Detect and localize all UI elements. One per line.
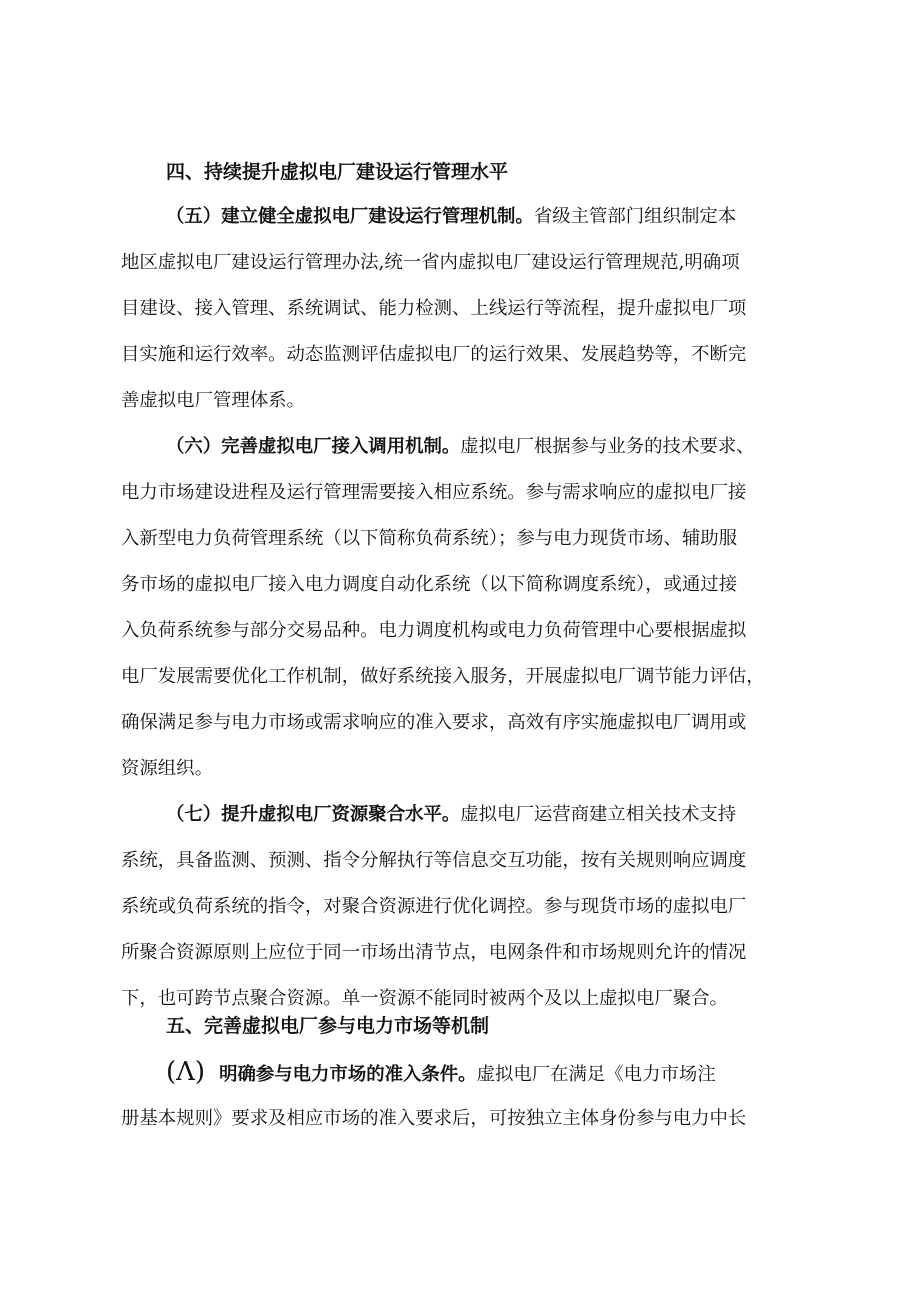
paragraph-7-line-3: 系统或负荷系统的指令，对聚合资源进行优化调控。参与现货市场的虚拟电厂 [121, 896, 747, 917]
paragraph-7-line-5: 下，也可跨节点聚合资源。单一资源不能同时被两个及以上虚拟电厂聚合。 [121, 988, 728, 1009]
paragraph-6-line-1 [166, 433, 755, 461]
paragraph-8-text: 虚拟电厂在满足《电力市场注 [476, 1064, 716, 1085]
section-heading-4: 四、持续提升虚拟电厂建设运行管理水平 [166, 161, 509, 183]
paragraph-6-line-7: 确保满足参与电力市场或需求响应的准入要求，高效有序实施虚拟电厂调用或 [121, 712, 747, 733]
paragraph-5-lead: （五）建立健全虚拟电厂建设运行管理机制。 [166, 206, 534, 227]
paragraph-8-line-1 [166, 1058, 716, 1089]
paragraph-8-line-2: 册基本规则》要求及相应市场的准入要求后，可按独立主体身份参与电力中长 [121, 1108, 747, 1129]
paragraph-8-lead: 明确参与电力市场的准入条件。 [219, 1064, 477, 1085]
paragraph-6-line-2: 电力市场建设进程及运行管理需要接入相应系统。参与需求响应的虚拟电厂接 [121, 482, 747, 503]
paragraph-6-text: 虚拟电厂根据参与业务的技术要求、 [460, 436, 755, 457]
paragraph-7-line-4: 所聚合资源原则上应位于同一市场出清节点，电网条件和市场规则允许的情况 [121, 942, 747, 963]
paragraph-6-line-3: 入新型电力负荷管理系统（以下简称负荷系统）；参与电力现货市场、辅助服 [121, 528, 738, 549]
paragraph-5-line-2: 地区虚拟电厂建设运行管理办法,统一省内虚拟电厂建设运行管理规范,明确项 [121, 252, 740, 273]
paragraph-5-line-3: 目建设、接入管理、系统调试、能力检测、上线运行等流程，提升虚拟电厂项 [121, 298, 747, 319]
paragraph-6-line-8: 资源组织。 [121, 758, 213, 779]
paragraph-7-line-2: 系统，具备监测、预测、指令分解执行等信息交互功能，按有关规则响应调度 [121, 850, 747, 871]
paragraph-8-marker: (Λ) [166, 1057, 206, 1087]
paragraph-6-lead: （六）完善虚拟电厂接入调用机制。 [166, 436, 461, 457]
paragraph-5-line-1 [166, 203, 736, 231]
paragraph-6-line-4: 务市场的虚拟电厂接入电力调度自动化系统（以下简称调度系统），或通过接 [121, 574, 738, 595]
paragraph-6-line-5: 入负荷系统参与部分交易品种。电力调度机构或电力负荷管理中心要根据虚拟 [121, 620, 747, 641]
section-heading-5: 五、完善虚拟电厂参与电力市场等机制 [166, 1015, 490, 1037]
paragraph-7-line-1 [166, 801, 736, 829]
paragraph-6-line-6: 电厂发展需要优化工作机制，做好系统接入服务，开展虚拟电厂调节能力评估， [121, 666, 765, 687]
paragraph-5-line-4: 目实施和运行效率。动态监测评估虚拟电厂的运行效果、发展趋势等，不断完 [121, 344, 747, 365]
paragraph-5-text: 省级主管部门组织制定本 [533, 206, 737, 227]
paragraph-5-line-5: 善虚拟电厂管理体系。 [121, 390, 305, 411]
paragraph-7-text: 虚拟电厂运营商建立相关技术支持 [460, 804, 737, 825]
paragraph-7-lead: （七）提升虚拟电厂资源聚合水平。 [166, 804, 461, 825]
